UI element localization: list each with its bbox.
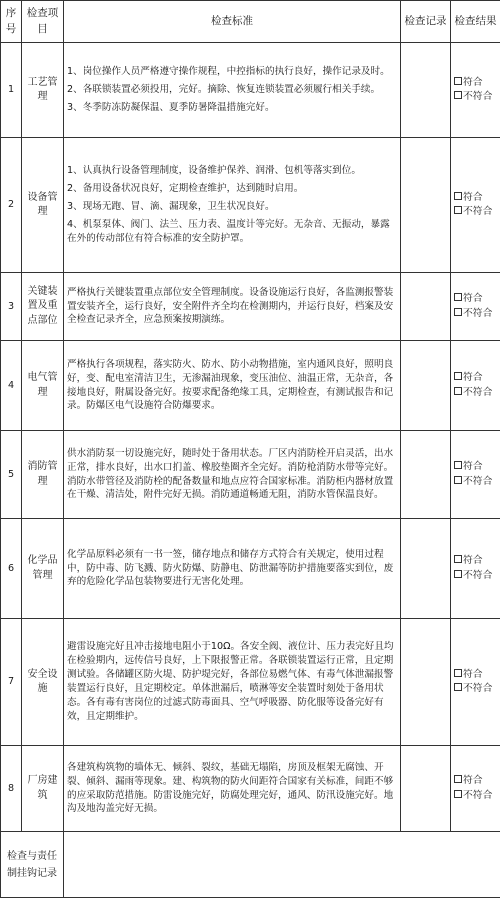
standard-line: 3、冬季防冻防凝保温、夏季防暑降温措施完好。 [67,101,397,115]
result-option-label: 不符合 [463,790,492,801]
row-seq: 2 [1,138,22,273]
row-record[interactable] [401,43,451,138]
table-row [1,43,500,138]
checkbox-icon[interactable] [454,461,462,469]
header-result: 检查结果 [451,1,500,43]
row-record[interactable] [401,619,451,746]
checkbox-icon[interactable] [454,192,462,200]
table-row [1,273,500,341]
standard-line: 供水消防泵一切设施完好，随时处于备用状态。厂区内消防栓开启灵活，出水正常，排水良好，出水口扪盖、橡胶垫圈齐全完好。消防枪消防水带等完好。消防水带管径及消防栓的配备数量和地点应符合国家标准。消防柜内器材放置在干燥、清洁处，附件完好无损。消防通道畅通无阻，消防水管保温良好。 [67,447,397,503]
row-item: 设备管理 [22,138,64,273]
row-result [451,138,500,273]
result-option-label: 不符合 [463,91,492,102]
row-standard [64,273,401,341]
row-standard [64,431,401,519]
row-result [451,43,500,138]
header-standard: 检查标准 [64,1,401,43]
row-item: 安全设施 [22,619,64,746]
header-item: 检查项目 [22,1,64,43]
result-pass-option[interactable] [454,460,497,474]
footer-label: 检查与责任制挂钩记录 [1,832,64,898]
checkbox-icon[interactable] [454,372,462,380]
row-item: 关键装置及重点部位 [22,273,64,341]
row-record[interactable] [401,138,451,273]
row-item: 工艺管理 [22,43,64,138]
result-fail-option[interactable] [454,569,497,583]
standard-line: 2、各联锁装置必须投用，完好。摘除、恢复连锁装置必须履行相关手续。 [67,83,397,97]
row-item: 消防管理 [22,431,64,519]
result-option-label: 符合 [463,293,483,304]
row-standard [64,619,401,746]
result-fail-option[interactable] [454,789,497,803]
result-option-label: 不符合 [463,476,492,487]
checkbox-icon[interactable] [454,555,462,563]
result-fail-option[interactable] [454,386,497,400]
checkbox-icon[interactable] [454,790,462,798]
row-standard [64,519,401,619]
row-record[interactable] [401,746,451,832]
row-seq: 8 [1,746,22,832]
header-record: 检查记录 [401,1,451,43]
result-option-label: 符合 [463,77,483,88]
result-option-label: 不符合 [463,570,492,581]
checkbox-icon[interactable] [454,683,462,691]
result-option-label: 不符合 [463,387,492,398]
row-result [451,273,500,341]
standard-line: 避雷设施完好且冲击接地电阻小于10Ω。各安全阀、液位计、压力表完好且均在检验期内，远传信号良好，上下限报警正常。各联锁装置运行正常，且定期测试验。各储罐区防火堤、防护堤完好，各部位易燃气体、有毒气体泄漏报警装置运行良好，且定期校定。单体泄漏后，喷淋等安全装置时刻处于备用状态。各有毒有害岗位的过滤式防毒面具、空气呼吸器、防化服等设备完好有效，且定期维护。 [67,640,397,723]
result-pass-option[interactable] [454,292,497,306]
result-option-label: 不符合 [463,683,492,694]
standard-line: 1、认真执行设备管理制度，设备维护保养、润滑、包机等落实到位。 [67,164,397,178]
row-item: 厂房建筑 [22,746,64,832]
row-result [451,519,500,619]
result-fail-option[interactable] [454,475,497,489]
checkbox-icon[interactable] [454,570,462,578]
checkbox-icon[interactable] [454,308,462,316]
checkbox-icon[interactable] [454,206,462,214]
checkbox-icon[interactable] [454,293,462,301]
result-pass-option[interactable] [454,191,497,205]
table-row [1,619,500,746]
standard-line: 化学品原料必须有一书一签，储存地点和储存方式符合有关规定，使用过程中，防中毒、防飞溅、防火防爆、防静电、防泄漏等防护措施要落实到位，废弃的危险化学品包装物要进行无害化处理。 [67,548,397,590]
row-seq: 7 [1,619,22,746]
row-standard [64,341,401,431]
row-result [451,341,500,431]
footer-record-field[interactable] [64,832,500,898]
row-record[interactable] [401,519,451,619]
header-seq: 序号 [1,1,22,43]
standard-line: 严格执行各项规程，落实防火、防水、防小动物措施，室内通风良好，照明良好，变、配电室清洁卫生，无渗漏油现象，变压油位、油温正常，无杂音，各接地良好，附属设备完好。按要求配备绝缘工具，定期检查，有测试报告和记录。防爆区电气设施符合防爆要求。 [67,358,397,414]
row-seq: 3 [1,273,22,341]
result-pass-option[interactable] [454,774,497,788]
standard-line: 严格执行关键装置重点部位安全管理制度。设备设施运行良好，各监测报警装置安装齐全，运行良好，安全附件齐全均在检测期内，并运行良好，档案及安全检查记录齐全，应急预案按期演练。 [67,286,397,328]
row-standard [64,138,401,273]
row-seq: 1 [1,43,22,138]
standard-line: 1、岗位操作人员严格遵守操作规程，中控指标的执行良好，操作记录及时。 [67,65,397,79]
row-result [451,431,500,519]
result-option-label: 符合 [463,555,483,566]
result-option-label: 符合 [463,669,483,680]
result-option-label: 符合 [463,192,483,203]
result-fail-option[interactable] [454,682,497,696]
result-pass-option[interactable] [454,76,497,90]
table-row [1,341,500,431]
checkbox-icon[interactable] [454,476,462,484]
checkbox-icon[interactable] [454,669,462,677]
result-pass-option[interactable] [454,668,497,682]
result-option-label: 不符合 [463,206,492,217]
row-record[interactable] [401,273,451,341]
result-fail-option[interactable] [454,307,497,321]
row-item: 电气管理 [22,341,64,431]
row-item: 化学品管理 [22,519,64,619]
row-result [451,619,500,746]
result-fail-option[interactable] [454,205,497,219]
result-fail-option[interactable] [454,90,497,104]
result-option-label: 符合 [463,775,483,786]
checkbox-icon[interactable] [454,91,462,99]
row-record[interactable] [401,431,451,519]
row-standard [64,746,401,832]
row-record[interactable] [401,341,451,431]
footer-row [1,832,500,898]
row-seq: 6 [1,519,22,619]
row-result [451,746,500,832]
table-row [1,431,500,519]
standard-line: 2、备用设备状况良好，定期检查维护，达到随时启用。 [67,182,397,196]
table-row [1,746,500,832]
row-standard [64,43,401,138]
result-pass-option[interactable] [454,371,497,385]
standard-line: 4、机泵泵体、阀门、法兰、压力表、温度计等完好。无杂音、无振动，暴露在外的传动部位有符合标准的安全防护罩。 [67,218,397,246]
standard-line: 3、现场无跑、冒、滴、漏现象，卫生状况良好。 [67,200,397,214]
checkbox-icon[interactable] [454,77,462,85]
row-seq: 5 [1,431,22,519]
result-pass-option[interactable] [454,554,497,568]
checkbox-icon[interactable] [454,387,462,395]
standard-line: 各建筑构筑物的墙体无、倾斜、裂纹，基础无塌陷，房顶及框架无腐蚀、开裂、倾斜、漏雨等现象。建、构筑物的防火间距符合国家有关标准，间距不够的应采取防范措施。防雷设施完好，防腐处理完好，通风、防汛设施完好。地沟及地沟盖完好无损。 [67,761,397,817]
header-row [1,1,500,43]
checkbox-icon[interactable] [454,775,462,783]
result-option-label: 符合 [463,372,483,383]
table-row [1,519,500,619]
row-seq: 4 [1,341,22,431]
table-row [1,138,500,273]
result-option-label: 符合 [463,461,483,472]
result-option-label: 不符合 [463,308,492,319]
